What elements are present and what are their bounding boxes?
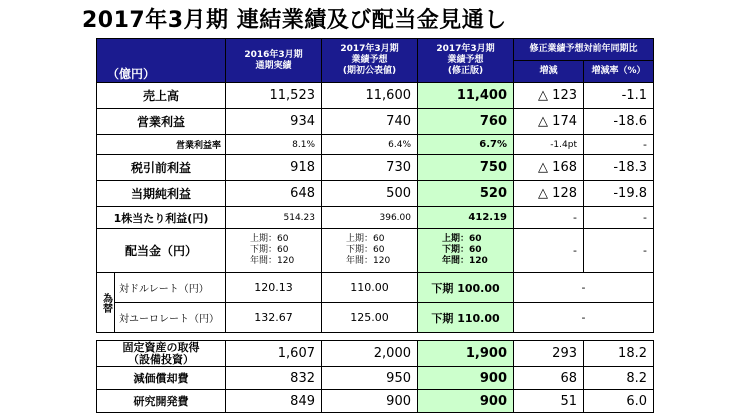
cell-fy2016: 132.67 — [226, 303, 322, 333]
cell-fy2016: 11,523 — [226, 83, 322, 109]
cell-change-rate: - — [584, 229, 654, 273]
cell-fy2017-revised: 1,900 — [418, 341, 514, 367]
cell-change-rate: 18.2 — [584, 341, 654, 367]
row-label: 対ユーロレート（円） — [115, 303, 226, 333]
cell-change-rate: 8.2 — [584, 367, 654, 390]
cell-fy2017-revised: 760 — [418, 109, 514, 135]
cell-change: 51 — [514, 390, 584, 413]
header-fy2017-initial: 2017年3月期 業績予想 (期初公表値) — [322, 39, 418, 83]
cell-fy2016: 8.1% — [226, 135, 322, 155]
cell-change-rate: -18.3 — [584, 155, 654, 181]
cell-fy2016: 918 — [226, 155, 322, 181]
cell-fy2017-revised: 900 — [418, 367, 514, 390]
cell-change: - — [514, 303, 654, 333]
header-change: 増減 — [514, 61, 584, 83]
fx-group-label — [97, 273, 115, 333]
cell-fy2016: 上期：60 下期：60 年間：120 — [226, 229, 322, 273]
row-capex — [97, 341, 654, 367]
cell-fy2017-initial: 110.00 — [322, 273, 418, 303]
cell-change: 68 — [514, 367, 584, 390]
cell-fy2016: 934 — [226, 109, 322, 135]
row-label: 売上高 — [97, 83, 226, 109]
header-unit: （億円） — [97, 39, 226, 83]
cell-fy2017-initial: 740 — [322, 109, 418, 135]
header-change-rate: 増減率（%） — [584, 61, 654, 83]
cell-fy2016: 832 — [226, 367, 322, 390]
header-fy2016-actual: 2016年3月期 通期実績 — [226, 39, 322, 83]
cell-change: - — [514, 207, 584, 229]
row-label: 配当金（円） — [97, 229, 226, 273]
cell-fy2017-revised: 下期 100.00 — [418, 273, 514, 303]
cell-change-rate: - — [584, 207, 654, 229]
cell-fy2016: 849 — [226, 390, 322, 413]
cell-fy2017-initial: 11,600 — [322, 83, 418, 109]
cell-change-rate: -19.8 — [584, 181, 654, 207]
cell-fy2016: 120.13 — [226, 273, 322, 303]
cell-fy2017-revised: 520 — [418, 181, 514, 207]
row-rnd — [97, 390, 654, 413]
row-label: 対ドルレート（円） — [115, 273, 226, 303]
cell-fy2017-initial: 396.00 — [322, 207, 418, 229]
cell-change: -1.4pt — [514, 135, 584, 155]
row-fx-usd — [97, 273, 654, 303]
cell-fy2017-initial: 2,000 — [322, 341, 418, 367]
row-depreciation — [97, 367, 654, 390]
cell-change: - — [514, 229, 584, 273]
cell-fy2017-revised: 750 — [418, 155, 514, 181]
cell-fy2017-initial: 上期：60 下期：60 年間：120 — [322, 229, 418, 273]
row-label: 当期純利益 — [97, 181, 226, 207]
cell-fy2017-revised: 6.7% — [418, 135, 514, 155]
row-operating-margin — [97, 135, 654, 155]
cell-change-rate: - — [584, 135, 654, 155]
row-label: 営業利益率 — [97, 135, 226, 155]
header-fy2017-revised: 2017年3月期 業績予想 (修正版) — [418, 39, 514, 83]
row-operating-income — [97, 109, 654, 135]
fx-group-label-text: 為替 — [100, 292, 112, 313]
cell-change: △ 128 — [514, 181, 584, 207]
cell-fy2016: 514.23 — [226, 207, 322, 229]
row-sales — [97, 83, 654, 109]
cell-fy2016: 648 — [226, 181, 322, 207]
cell-fy2017-initial: 500 — [322, 181, 418, 207]
row-label: 1株当たり利益(円) — [97, 207, 226, 229]
cell-change: △ 168 — [514, 155, 584, 181]
cell-fy2017-initial: 950 — [322, 367, 418, 390]
cell-change-rate: -18.6 — [584, 109, 654, 135]
row-label: 固定資産の取得 （設備投資） — [97, 341, 226, 367]
cell-fy2017-revised: 412.19 — [418, 207, 514, 229]
cell-change-rate: 6.0 — [584, 390, 654, 413]
results-table — [96, 38, 654, 413]
cell-fy2017-revised: 上期：60 下期：60 年間：120 — [418, 229, 514, 273]
row-eps — [97, 207, 654, 229]
cell-change-rate: -1.1 — [584, 83, 654, 109]
row-net-income — [97, 181, 654, 207]
row-dividend — [97, 229, 654, 273]
row-label: 研究開発費 — [97, 390, 226, 413]
cell-fy2017-revised: 900 — [418, 390, 514, 413]
row-fx-eur — [97, 303, 654, 333]
cell-change: △ 174 — [514, 109, 584, 135]
row-label: 減価償却費 — [97, 367, 226, 390]
cell-fy2017-revised: 下期 110.00 — [418, 303, 514, 333]
cell-fy2017-initial: 6.4% — [322, 135, 418, 155]
results-table-wrap — [96, 38, 654, 413]
table-gap — [97, 333, 654, 341]
header-yoy-compare: 修正業績予想対前年同期比 — [514, 39, 654, 61]
cell-fy2017-initial: 125.00 — [322, 303, 418, 333]
cell-change: - — [514, 273, 654, 303]
cell-fy2017-initial: 730 — [322, 155, 418, 181]
cell-change: △ 123 — [514, 83, 584, 109]
cell-fy2017-revised: 11,400 — [418, 83, 514, 109]
cell-fy2016: 1,607 — [226, 341, 322, 367]
page-title: 2017年3月期 連結業績及び配当金見通し — [82, 8, 507, 33]
row-label: 営業利益 — [97, 109, 226, 135]
cell-fy2017-initial: 900 — [322, 390, 418, 413]
cell-change: 293 — [514, 341, 584, 367]
row-label: 税引前利益 — [97, 155, 226, 181]
row-pretax-income — [97, 155, 654, 181]
